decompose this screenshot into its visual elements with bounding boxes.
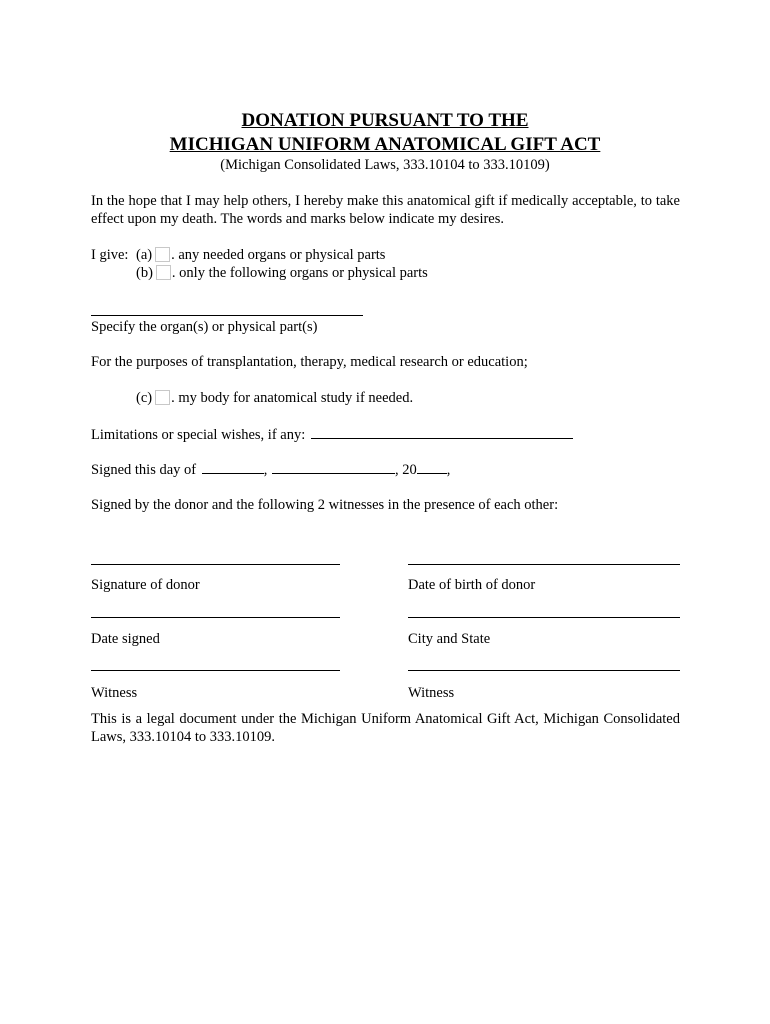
option-c-marker: (c) [136, 390, 153, 406]
date-signed-label: Date signed [91, 631, 160, 647]
signed-month-blank[interactable] [272, 460, 395, 474]
title-line-1: DONATION PURSUANT TO THE [241, 110, 529, 131]
option-c-text: . my body for anatomical study if needed. [171, 390, 414, 406]
date-signed-line[interactable] [91, 617, 340, 618]
date-of-birth-label: Date of birth of donor [408, 577, 536, 593]
option-b-text: . only the following organs or physical parts [171, 265, 428, 281]
option-b-row [136, 264, 428, 282]
signed-date-row [91, 460, 450, 479]
signed-year-prefix: , 20 [395, 462, 417, 478]
specify-label: Specify the organ(s) or physical part(s) [91, 319, 318, 335]
signed-date-prefix: Signed this day of [91, 462, 197, 478]
limitations-entry-line[interactable] [311, 425, 573, 439]
city-state-line[interactable] [408, 617, 680, 618]
signature-of-donor-label: Signature of donor [91, 577, 200, 593]
purposes-text: For the purposes of transplantation, therapy, medical research or education; [91, 354, 528, 370]
witness-1-line[interactable] [91, 670, 340, 671]
witness-2-label: Witness [408, 685, 455, 701]
option-a-text: . any needed organs or physical parts [171, 247, 386, 263]
organs-entry-line[interactable] [91, 315, 363, 316]
option-a-checkbox[interactable] [155, 247, 170, 262]
witness-2-line[interactable] [408, 670, 680, 671]
intro-paragraph: In the hope that I may help others, I hereby make this anatomical gift if medically acceptable, to take effect upon my death. The words and marks below indicate my desires. [91, 193, 680, 227]
signed-date-comma: , [263, 462, 268, 478]
signed-date-suffix: , [446, 462, 451, 478]
limitations-label-text: Limitations or special wishes, if any: [91, 427, 306, 443]
option-a-marker: (a) [136, 247, 153, 263]
signed-year-blank[interactable] [417, 460, 447, 474]
city-state-label: City and State [408, 631, 491, 647]
footer-paragraph: This is a legal document under the Michigan Uniform Anatomical Gift Act, Michigan Consolidated Laws, 333.10104 to 333.10109. [91, 711, 680, 745]
option-a-row [136, 246, 385, 264]
signed-day-blank[interactable] [202, 460, 264, 474]
dob-line[interactable] [408, 564, 680, 565]
option-c-checkbox[interactable] [155, 390, 170, 405]
subtitle: (Michigan Consolidated Laws, 333.10104 to 333.10109) [220, 157, 550, 173]
option-c-row [136, 389, 413, 407]
option-b-checkbox[interactable] [156, 265, 171, 280]
option-b-marker: (b) [136, 265, 153, 281]
limitations-row [91, 425, 573, 444]
give-label: I give: [91, 247, 129, 263]
witness-statement: Signed by the donor and the following 2 witnesses in the presence of each other: [91, 497, 559, 513]
donor-signature-line[interactable] [91, 564, 340, 565]
title-line-2: MICHIGAN UNIFORM ANATOMICAL GIFT ACT [169, 134, 601, 155]
witness-1-label: Witness [91, 685, 138, 701]
